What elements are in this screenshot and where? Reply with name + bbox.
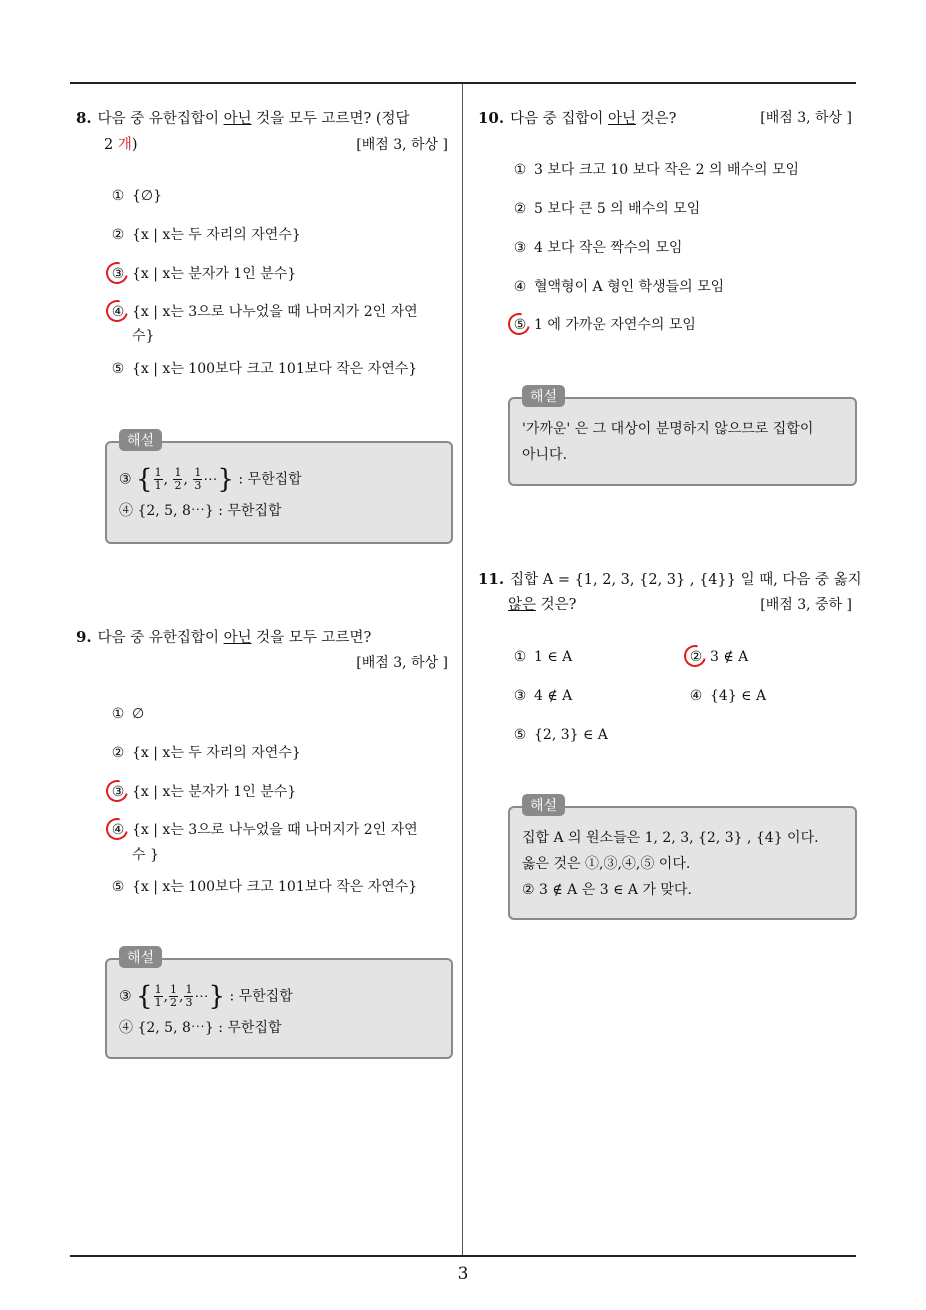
frac-3-den: 3 <box>185 996 193 1009</box>
q10-text-b: 것은? <box>636 111 677 127</box>
q8-option-3[interactable] <box>108 262 296 286</box>
q11-option-4-text: {4} ∈ A <box>710 688 767 704</box>
q11-number: 11. <box>478 570 505 588</box>
q11-solution-line1: 집합 A 의 원소들은 1, 2, 3, {2, 3} , {4} 이다. <box>522 830 819 846</box>
q9-option-3-mark: ③ <box>111 784 125 800</box>
q10-solution-line2: 아니다. <box>522 447 568 463</box>
q9-solution-line1: ③ { $\frac{1}{1}$ , $\frac{1}{2}$ , $\frac{1}{3}$ ⋯} : 무한집합 <box>119 981 293 1012</box>
brace-open: { <box>136 981 153 1012</box>
q8-option-2-text: {x | x는 두 자리의 자연수} <box>132 227 301 243</box>
frac-2-den: 2 <box>170 996 178 1009</box>
q9-option-4-text: {x | x는 3으로 나누었을 때 나머지가 2인 자연 <box>132 822 418 838</box>
column-divider <box>462 84 463 1256</box>
frac-2-num: 1 <box>170 983 178 996</box>
q10-number: 10. <box>478 109 505 127</box>
frac-1-den: 1 <box>154 996 162 1009</box>
q8-line1 <box>76 105 454 132</box>
q9-line2 <box>104 650 454 676</box>
q8-option-1-text: {∅} <box>132 188 163 204</box>
q10-option-3-text: 4 보다 작은 짝수의 모임 <box>534 240 683 256</box>
brace-close: } <box>217 464 234 495</box>
q8-option-4-text: {x | x는 3으로 나누었을 때 나머지가 2인 자연 <box>132 304 418 320</box>
q9-option-5-text: {x | x는 100보다 크고 101보다 작은 자연수} <box>132 879 418 895</box>
q10-option-4[interactable] <box>510 275 724 299</box>
q8-solution-line2: ④ {2, 5, 8⋯} : 무한집합 <box>119 503 282 519</box>
q10-option-5-mark: ⑤ <box>513 317 527 333</box>
q11-text-a: 집합 A = {1, 2, 3, {2, 3} , {4}} 일 때, 다음 중 옳지 <box>510 572 862 588</box>
frac-2-num: 1 <box>174 466 182 479</box>
q11-option-1-mark: ① <box>513 649 527 665</box>
frac-2 <box>173 467 182 492</box>
q11-option-3-text: 4 ∉ A <box>534 688 573 704</box>
q9-solution-line2: ④ {2, 5, 8⋯} : 무한집합 <box>119 1020 282 1036</box>
brace-open: { <box>136 464 153 495</box>
q8-text-underline: 아닌 <box>223 111 252 127</box>
q9-sol-l1-label: : 무한집합 <box>225 988 293 1005</box>
q10-option-2-mark: ② <box>513 201 527 217</box>
q11-line2 <box>508 592 856 618</box>
frac-3 <box>193 467 202 492</box>
bottom-rule <box>70 1255 856 1257</box>
q10-solution-box <box>508 389 857 486</box>
q9-option-3[interactable] <box>108 780 296 804</box>
q8-option-2[interactable] <box>108 223 301 247</box>
q11-option-3-mark: ③ <box>513 688 527 704</box>
q10-score: [배점 3, 하상 ] <box>760 110 852 126</box>
q8-option-1[interactable] <box>108 184 162 208</box>
q9-option-1-text: ∅ <box>132 706 145 722</box>
q9-option-5-mark: ⑤ <box>111 879 125 895</box>
q8-solution-tag: 해설 <box>119 429 162 451</box>
q8-option-2-mark: ② <box>111 227 125 243</box>
frac-3-num: 1 <box>185 983 193 996</box>
q9-text-underline: 아닌 <box>223 630 252 646</box>
q9-sol-l1-mark: ③ <box>119 988 132 1005</box>
q10-line1 <box>478 105 856 132</box>
frac-1 <box>154 984 163 1009</box>
frac-3-den: 3 <box>194 479 202 492</box>
q10-solution-tag: 해설 <box>522 385 565 407</box>
q10-text-underline: 아닌 <box>607 111 636 127</box>
q8-option-5-text: {x | x는 100보다 크고 101보다 작은 자연수} <box>132 361 418 377</box>
q8-option-4[interactable] <box>108 300 418 324</box>
q11-option-5[interactable] <box>510 723 608 747</box>
frac-3-num: 1 <box>194 466 202 479</box>
q9-option-4[interactable] <box>108 818 418 842</box>
brace-close: } <box>208 981 226 1012</box>
q10-option-4-text: 혈액형이 A 형인 학생들의 모임 <box>534 279 725 295</box>
q11-option-2-mark: ② <box>689 649 703 665</box>
q11-line2-b: 것은? <box>536 597 577 613</box>
q8-solution-box <box>105 433 453 544</box>
q11-score: [배점 3, 중하 ] <box>760 597 852 613</box>
q9-line1 <box>76 624 454 651</box>
q8-text-b: 것을 모두 고르면? (정답 <box>251 111 410 127</box>
q9-score: [배점 3, 하상 ] <box>356 655 448 671</box>
q11-solution-box <box>508 798 857 920</box>
q11-solution-tag: 해설 <box>522 794 565 816</box>
q8-line2-a: 2 <box>104 137 114 153</box>
q9-text-a: 다음 중 유한집합이 <box>97 630 224 646</box>
q8-score: [배점 3, 하상 ] <box>356 137 448 153</box>
top-rule <box>70 82 856 84</box>
q10-solution-line1: '가까운' 은 그 대상이 분명하지 않으므로 집합이 <box>522 421 814 437</box>
q11-option-4-mark: ④ <box>689 688 703 704</box>
q10-option-5-text: 1 에 가까운 자연수의 모임 <box>534 317 696 333</box>
q10-text-a: 다음 중 집합이 <box>510 111 608 127</box>
q10-option-3-mark: ③ <box>513 240 527 256</box>
q10-option-1-mark: ① <box>513 162 527 178</box>
q10-option-3[interactable] <box>510 236 682 260</box>
q8-line2 <box>104 132 454 158</box>
q10-option-1[interactable] <box>510 158 799 182</box>
page-number: 3 <box>457 1264 469 1284</box>
frac-2 <box>169 984 178 1009</box>
q10-option-2-text: 5 보다 큰 5 의 배수의 모임 <box>534 201 701 217</box>
q9-number: 9. <box>76 628 92 646</box>
q11-option-4[interactable] <box>686 684 766 708</box>
q9-option-1-mark: ① <box>111 706 125 722</box>
q11-option-5-text: {2, 3} ∈ A <box>534 727 608 743</box>
q11-line1 <box>478 566 862 593</box>
q10-option-2[interactable] <box>510 197 700 221</box>
q8-option-5[interactable] <box>108 357 417 381</box>
q11-line2-underline: 않은 <box>508 597 537 613</box>
q9-option-2-mark: ② <box>111 745 125 761</box>
q11-option-1-text: 1 ∈ A <box>534 649 573 665</box>
q9-solution-box <box>105 950 453 1059</box>
q9-option-2[interactable] <box>108 741 301 765</box>
q8-option-4-cont: 수} <box>132 328 155 344</box>
q9-option-4-mark: ④ <box>111 822 125 838</box>
q9-text-b: 것을 모두 고르면? <box>251 630 372 646</box>
q8-sol-l1-tail: ⋯ <box>203 471 218 488</box>
q8-line2-red: 개 <box>117 137 132 153</box>
q9-sol-l1-tail: ⋯ <box>194 988 209 1005</box>
q9-option-2-text: {x | x는 두 자리의 자연수} <box>132 745 301 761</box>
q8-sol-l1-mark: ③ <box>119 471 132 488</box>
frac-3 <box>184 984 193 1009</box>
q9-option-3-text: {x | x는 분자가 1인 분수} <box>132 784 297 800</box>
frac-1-num: 1 <box>154 983 162 996</box>
q8-option-3-text: {x | x는 분자가 1인 분수} <box>132 266 297 282</box>
q8-number: 8. <box>76 109 92 127</box>
q9-option-4-cont: 수 } <box>132 847 159 863</box>
q8-option-5-mark: ⑤ <box>111 361 125 377</box>
q8-option-3-mark: ③ <box>111 266 125 282</box>
q10-option-5[interactable] <box>510 313 696 337</box>
q9-solution-tag: 해설 <box>119 946 162 968</box>
frac-2-den: 2 <box>174 479 182 492</box>
q8-line2-b: ) <box>131 137 138 153</box>
frac-1 <box>154 467 163 492</box>
q11-option-2-text: 3 ∉ A <box>710 649 749 665</box>
q9-option-1[interactable] <box>108 702 144 726</box>
q9-option-5[interactable] <box>108 875 417 899</box>
q11-solution-line2: 옳은 것은 ①,③,④,⑤ 이다. <box>522 856 691 872</box>
frac-1-num: 1 <box>154 466 162 479</box>
frac-1-den: 1 <box>154 479 162 492</box>
q8-text-a: 다음 중 유한집합이 <box>97 111 224 127</box>
q8-option-4-mark: ④ <box>111 304 125 320</box>
q11-solution-line3: ② 3 ∉ A 은 3 ∈ A 가 맞다. <box>522 882 692 898</box>
q11-option-3[interactable] <box>510 684 572 708</box>
q8-solution-line1: ③ { $\frac{1}{1}$ , $\frac{1}{2}$ , $\frac{1}{3}$ ⋯} : 무한집합 <box>119 464 302 495</box>
q11-option-5-mark: ⑤ <box>513 727 527 743</box>
q8-option-1-mark: ① <box>111 188 125 204</box>
q11-option-1[interactable] <box>510 645 572 669</box>
q8-sol-l1-label: : 무한집합 <box>233 471 302 488</box>
q10-option-1-text: 3 보다 크고 10 보다 작은 2 의 배수의 모임 <box>534 162 800 178</box>
q10-option-4-mark: ④ <box>513 279 527 295</box>
